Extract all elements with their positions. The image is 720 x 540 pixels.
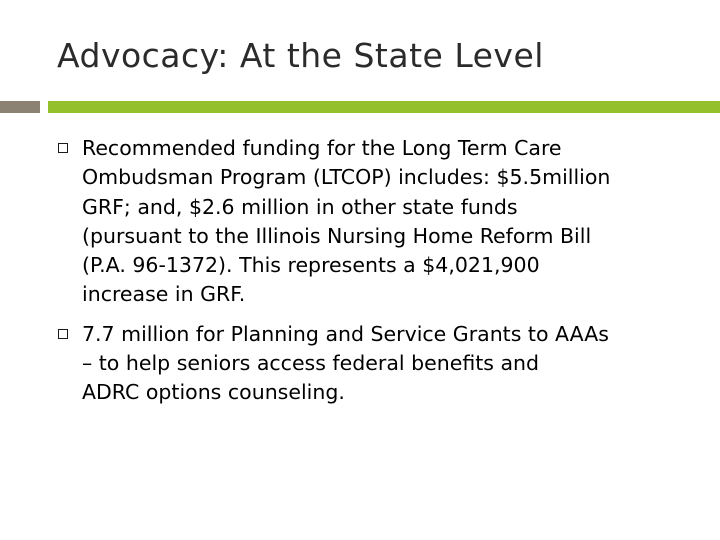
bullet-item-ltcop-funding <box>55 134 695 310</box>
bullet-line: (P.A. 96-1372). This represents a $4,021,900 <box>82 253 540 278</box>
bullet-line: (pursuant to the Illinois Nursing Home Reform Bill <box>82 223 592 248</box>
bullet-list <box>55 134 695 418</box>
bullet-line: 7.7 million for Planning and Service Grants to AAAs <box>82 321 609 346</box>
title-divider-accent-left <box>0 101 40 113</box>
bullet-line: Ombudsman Program (LTCOP) includes: $5.5million <box>82 165 611 190</box>
slide-title: Advocacy: At the State Level <box>57 36 544 75</box>
bullet-line: ADRC options counseling. <box>82 380 345 405</box>
bullet-line: – to help seniors access federal benefits and <box>82 351 540 376</box>
bullet-item-planning-grants <box>55 320 695 408</box>
title-divider-accent-right <box>48 101 720 113</box>
bullet-line: Recommended funding for the Long Term Care <box>82 136 562 160</box>
hollow-square-bullet-icon <box>58 143 68 153</box>
hollow-square-bullet-icon <box>58 329 68 339</box>
bullet-line: increase in GRF. <box>82 282 246 307</box>
bullet-line: GRF; and, $2.6 million in other state funds <box>82 194 518 219</box>
